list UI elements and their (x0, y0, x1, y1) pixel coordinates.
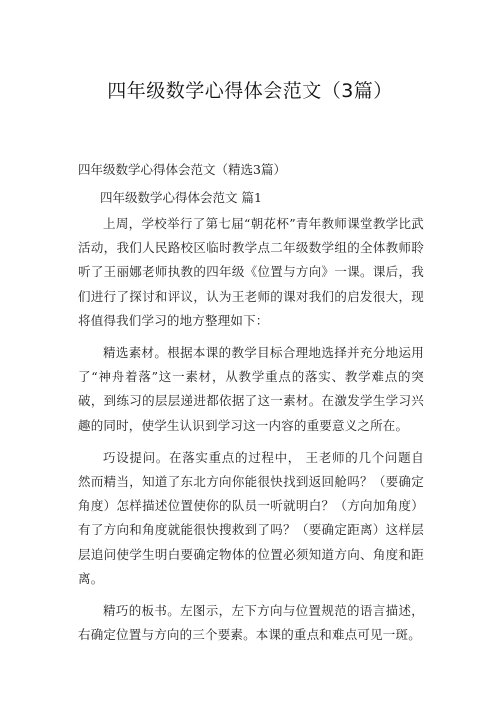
paragraph-4: 精巧的板书。左图示，左下方向与位置规范的语言描述，右确定位置与方向的三个要素。本课的重点和难点可见一斑。 (78, 603, 424, 643)
paragraph-1: 上周，学校举行了第七届“朝花杯”青年教师课堂教学比武活动，我们人民路校区临时教学点二年级数学组的全体教师聆听了王丽娜老师执教的四年级《位置与方向》一课。课后，我们进行了探讨和评议，认为王老师的课对我们的启发很大，现将值得我们学习的地方整理如下： (78, 216, 424, 328)
paragraph-3: 巧设提问。在落实重点的过程中， 王老师的几个问题自然而精当，知道了东北方向你能很快找到返回舱吗？（要确定角度）怎样描述位置使你的队员一听就明白？（方向加角度）有了方向和角度就能很快搜救到了吗？（要确定距离）这样层层追问使学生明白要确定物体的位置必须知道方向、角度和距离。 (78, 449, 424, 586)
body-text (78, 212, 424, 655)
section-title: 四年级数学心得体会范文 篇1 (100, 190, 262, 205)
document-title: 四年级数学心得体会范文（3篇） (107, 80, 393, 102)
paragraph-2: 精选素材。根据本课的教学目标合理地选择并充分地运用了“神舟着落”这一素材，从教学重点的落实、教学难点的突破，到练习的层层递进都依据了这一素材。在激发学生学习兴趣的同时，使学生认识到学习这一内容的重要意义之所在。 (78, 345, 424, 433)
document-subtitle: 四年级数学心得体会范文（精选3篇） (78, 162, 286, 177)
